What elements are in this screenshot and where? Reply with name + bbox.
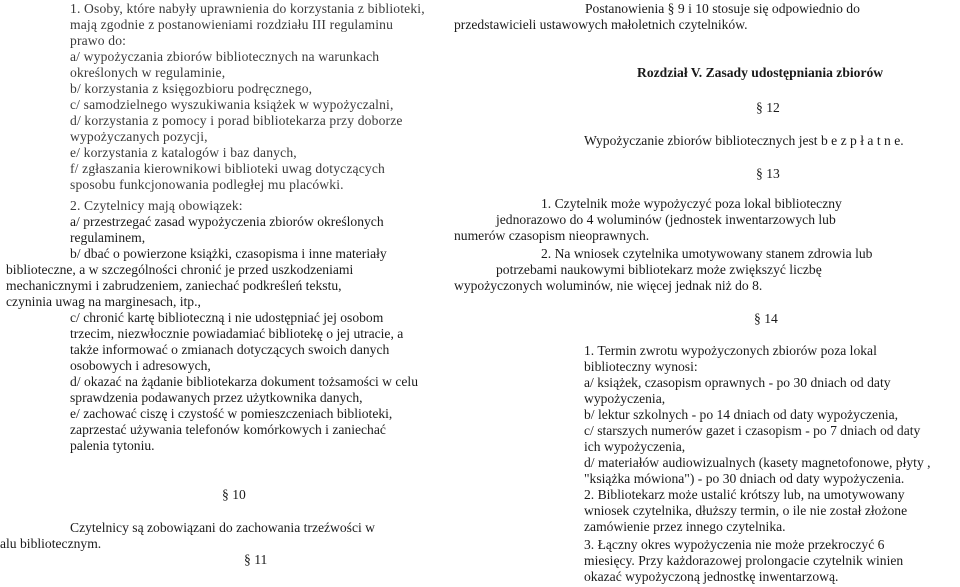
left-line: biblioteczne, a w szczególności chronić je przed uszkodzeniami xyxy=(6,262,354,277)
left-line: a/ przestrzegać zasad wypożyczenia zbiorów określonych xyxy=(70,214,384,229)
left-line: c/ samodzielnego wyszukiwania książek w wypożyczalni, xyxy=(70,97,394,112)
section-heading: § 11 xyxy=(244,552,268,567)
right-line: okazać wypożyczoną jednostkę inwentarzową. xyxy=(584,569,839,584)
right-line: Wypożyczanie zbiorów bibliotecznych jest b e z p ł a t n e. xyxy=(584,133,904,148)
left-line: mają zgodnie z postanowieniami rozdziału III regulaminu xyxy=(70,17,394,32)
right-line: wypożyczonych woluminów, nie więcej jednak niż do 8. xyxy=(454,278,763,293)
right-line: zamówienie przez innego czytelnika. xyxy=(584,519,786,534)
left-line: zaprzestać używania telefonów komórkowych i zaniechać xyxy=(70,422,386,437)
right-line: numerów czasopism nieoprawnych. xyxy=(454,228,650,243)
right-line: 2. Bibliotekarz może ustalić krótszy lub, na umotywowany xyxy=(584,487,905,502)
right-line: 3. Łączny okres wypożyczenia nie może przekroczyć 6 xyxy=(584,537,885,552)
left-line: Czytelnicy są zobowiązani do zachowania trzeźwości w xyxy=(70,520,375,535)
left-line: prawo do: xyxy=(70,33,127,48)
right-line: biblioteczny wynosi: xyxy=(584,359,698,374)
left-line: określonych w regulaminie, xyxy=(70,65,226,80)
section-heading: § 14 xyxy=(754,311,778,326)
left-line: f/ zgłaszania kierownikowi biblioteki uwag dotyczących xyxy=(70,161,385,176)
left-line: d/ korzystania z pomocy i porad bibliotekarza przy doborze xyxy=(70,113,403,128)
right-line: miesięcy. Przy każdorazowej prolongacie czytelnik winien xyxy=(584,553,904,568)
right-line: 2. Na wniosek czytelnika umotywowany stanem zdrowia lub xyxy=(541,246,873,261)
left-line: także informować o zmianach dotyczących swoich danych xyxy=(70,342,390,357)
chapter-heading: Rozdział V. Zasady udostępniania zbiorów xyxy=(637,65,884,80)
left-line: alu bibliotecznym. xyxy=(0,536,102,551)
right-line: jednorazowo do 4 woluminów (jednostek inwentarzowych lub xyxy=(496,212,836,227)
right-line: wniosek czytelnika, dłuższy termin, o ile nie został złożone xyxy=(584,503,908,518)
left-line: 2. Czytelnicy mają obowiązek: xyxy=(70,198,243,213)
right-line: 1. Czytelnik może wypożyczyć poza lokal biblioteczny xyxy=(541,196,842,211)
left-line: mechanicznymi i zabrudzeniem, zaniechać podkreśleń tekstu, xyxy=(6,278,342,293)
right-line: przedstawicieli ustawowych małoletnich czytelników. xyxy=(454,17,748,32)
right-line: c/ starszych numerów gazet i czasopism - po 7 dniach od daty xyxy=(584,423,921,438)
left-line: palenia tytoniu. xyxy=(70,438,155,453)
right-line: potrzebami naukowymi bibliotekarz może zwiększyć liczbę xyxy=(496,262,822,277)
right-line: d/ materiałów audiowizualnych (kasety magnetofonowe, płyty , xyxy=(584,455,931,470)
left-line: b/ dbać o powierzone książki, czasopisma i inne materiały xyxy=(70,246,387,261)
left-line: sprawdzenia podawanych przez użytkownika danych, xyxy=(70,390,363,405)
section-heading: § 10 xyxy=(222,487,246,502)
right-line: Postanowienia § 9 i 10 stosuje się odpowiednio do xyxy=(585,1,860,16)
left-line: d/ okazać na żądanie bibliotekarza dokument tożsamości w celu xyxy=(70,374,419,389)
left-line: e/ zachować ciszę i czystość w pomieszczeniach biblioteki, xyxy=(70,406,393,421)
left-line: c/ chronić kartę biblioteczną i nie udostępniać jej osobom xyxy=(70,310,384,325)
right-line: b/ lektur szkolnych - po 14 dniach od daty wypożyczenia, xyxy=(584,407,899,422)
right-line: 1. Termin zwrotu wypożyczonych zbiorów poza lokal xyxy=(584,343,877,358)
left-line: sposobu funkcjonowania podległej mu placówki. xyxy=(70,177,344,192)
right-line: ich wypożyczenia, xyxy=(584,439,686,454)
left-line: b/ korzystania z księgozbioru podręcznego, xyxy=(70,81,313,96)
left-line: e/ korzystania z katalogów i baz danych, xyxy=(70,145,297,160)
section-heading: § 13 xyxy=(756,166,780,181)
left-line: regulaminem, xyxy=(70,230,146,245)
left-line: czyninia uwag na marginesach, itp., xyxy=(6,294,201,309)
left-line: 1. Osoby, które nabyły uprawnienia do korzystania z biblioteki, xyxy=(70,1,425,16)
section-heading: § 12 xyxy=(756,100,780,115)
right-line: wypożyczenia, xyxy=(584,391,666,406)
right-line: "książka mówiona") - po 30 dniach od daty wypożyczenia. xyxy=(584,471,905,486)
left-line: osobowych i adresowych, xyxy=(70,358,211,373)
right-line: a/ książek, czasopism oprawnych - po 30 dniach od daty xyxy=(584,375,891,390)
left-line: a/ wypożyczania zbiorów bibliotecznych na warunkach xyxy=(70,49,380,64)
left-line: trzecim, niezwłocznie powiadamiać bibliotekę o jej utracie, a xyxy=(70,326,404,341)
left-line: wypożyczanych pozycji, xyxy=(70,129,208,144)
